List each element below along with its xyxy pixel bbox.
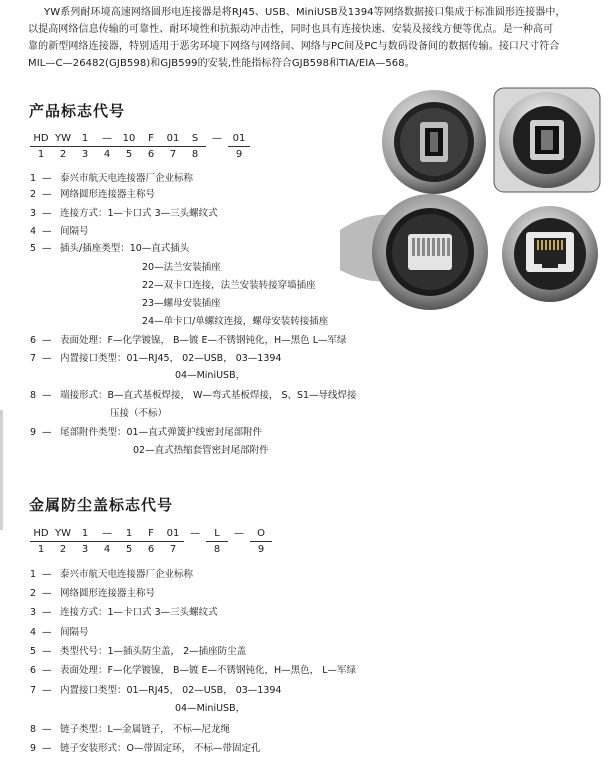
legend-item: 8 — 端接形式：B—直式基板焊接， W—弯式基板焊接， S、S1—导线焊接	[30, 390, 357, 401]
code-part: —	[96, 132, 118, 147]
code-part: 1	[118, 527, 140, 542]
intro-paragraph	[28, 4, 602, 72]
page-edge-mark	[0, 410, 3, 530]
code-index: 1	[37, 544, 45, 555]
code-part: 01	[162, 132, 184, 147]
code-part: F	[140, 132, 162, 147]
code-part: HD	[30, 527, 52, 542]
legend-item: 8 — 链子类型：L—金属链子， 不标—尼龙绳	[30, 724, 230, 735]
legend-continuation: 02—直式热缩套管密封尾部附件	[133, 445, 269, 456]
legend-item: 1 — 泰兴市航天电连接器厂企业标称	[30, 173, 194, 184]
legend-continuation: 04—MiniUSB，	[175, 370, 246, 381]
code-index: 7	[169, 149, 177, 160]
code-index: 8	[191, 149, 199, 160]
code-part: 01	[228, 132, 250, 147]
legend-continuation: 22—双卡口连接，法兰安装转接穿墙插座	[142, 280, 316, 291]
code-part: L	[206, 527, 228, 542]
legend-item: 6 — 表面处理：F—化学镀镍， B—镀 E—不锈钢钝化，H—黑色， L—军绿	[30, 665, 356, 676]
code-separator: —	[190, 528, 200, 540]
connector-photo-rj45-socket	[494, 204, 606, 304]
code-index: 4	[103, 544, 111, 555]
code-index: 6	[147, 149, 155, 160]
code-part: 1	[74, 132, 96, 147]
code-index: 2	[59, 544, 67, 555]
code-index: 9	[235, 149, 243, 160]
code-separator: —	[212, 133, 222, 145]
legend-item: 7 — 内置接口类型：01—RJ45， 02—USB， 03—1394	[30, 353, 282, 364]
connector-photo-rj45-plug	[340, 190, 492, 316]
code-part: S	[184, 132, 206, 147]
code-index: 3	[81, 544, 89, 555]
code-part: 1	[74, 527, 96, 542]
code-index: 8	[213, 544, 221, 555]
connector-photo-usb-front	[380, 88, 488, 196]
legend-item: 5 — 插头/插座类型：10—直式插头	[30, 243, 190, 254]
code-part: 01	[162, 527, 184, 542]
code-index: 3	[81, 149, 89, 160]
legend-item: 4 — 间隔号	[30, 627, 89, 638]
legend-item: 7 — 内置接口类型：01—RJ45， 02—USB， 03—1394	[30, 685, 282, 696]
section-title: 产品标志代号	[29, 102, 126, 120]
code-part: 10	[118, 132, 140, 147]
code-index	[184, 542, 206, 558]
legend-continuation: 压接（不标）	[110, 408, 168, 419]
code-separator: —	[234, 528, 244, 540]
intro-line: 靠的新型网络连接器，特别适用于恶劣环境下网络与网络间、网络与PC间及PC与数码设备间的数据传输。接口尺寸符合	[28, 41, 560, 52]
legend-item: 4 — 间隔号	[30, 226, 89, 237]
dust-cap-code-table	[30, 527, 272, 557]
legend-item: 2 — 网络圆形连接器主称号	[30, 189, 156, 200]
legend-continuation: 04—MiniUSB，	[175, 703, 246, 714]
legend-item: 9 — 链子安装形式：O—带固定环， 不标—带固定孔	[30, 743, 261, 754]
intro-line: YW系列耐环境高速网络圆形电连接器是将RJ45、USB、MiniUSB及1394等网络数据接口集成于标准圆形连接器中，	[44, 7, 566, 18]
code-part: HD	[30, 132, 52, 147]
code-index: 4	[103, 149, 111, 160]
code-part: F	[140, 527, 162, 542]
legend-item: 1 — 泰兴市航天电连接器厂企业标称	[30, 569, 194, 580]
code-part: YW	[52, 132, 74, 147]
code-index: 9	[257, 544, 265, 555]
code-index: 7	[169, 544, 177, 555]
legend-continuation: 24—单卡口/单螺纹连接，螺母安装转接插座	[142, 316, 329, 327]
section-title: 金属防尘盖标志代号	[29, 496, 174, 514]
intro-line: MIL—C—26482(GJB598)和GJB599的安装,性能指标符合GJB598和TIA/EIA—568。	[28, 58, 415, 69]
legend-item: 2 — 网络圆形连接器主称号	[30, 588, 156, 599]
legend-continuation: 20—法兰安装插座	[142, 262, 221, 273]
code-index: 5	[125, 544, 133, 555]
legend-item: 6 — 表面处理：F—化学镀镍， B—镀 E—不锈钢钝化，H—黑色 L—军绿	[30, 335, 347, 346]
code-part: YW	[52, 527, 74, 542]
code-index	[228, 542, 250, 558]
legend-item: 5 — 类型代号：1—插头防尘盖， 2—插座防尘盖	[30, 646, 247, 657]
code-index: 2	[59, 149, 67, 160]
code-index: 1	[37, 149, 45, 160]
legend-continuation: 23—螺母安装插座	[142, 298, 221, 309]
code-part: —	[96, 527, 118, 542]
code-index: 5	[125, 149, 133, 160]
code-index	[206, 147, 228, 163]
code-part: O	[250, 527, 272, 542]
legend-item: 3 — 连接方式：1—卡口式 3—三头螺纹式	[30, 607, 218, 618]
connector-photo-usb-flange	[488, 84, 606, 196]
legend-item: 9 — 尾部附件类型：01—直式弹簧护线密封尾部附件	[30, 427, 263, 438]
product-code-table	[30, 132, 250, 162]
intro-line: 以提高网络信息传输的可靠性、耐环境性和抗振动冲击性，同时也具有连接快速、安装及接线方便等优点。是一种高可	[28, 24, 554, 35]
code-index: 6	[147, 544, 155, 555]
legend-item: 3 — 连接方式：1—卡口式 3—三头螺纹式	[30, 208, 218, 219]
